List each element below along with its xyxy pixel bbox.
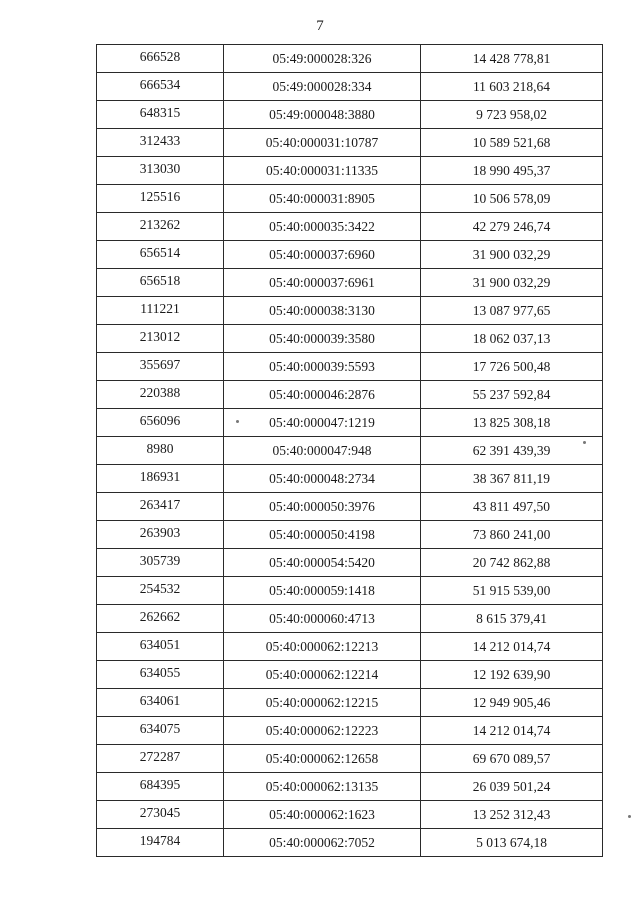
- row-id-cell: 125516: [97, 185, 224, 213]
- cadastral-value-cell: 12 949 905,46: [421, 689, 603, 717]
- table-body: [97, 45, 603, 857]
- table-row: [97, 241, 603, 269]
- row-id-cell: 634051: [97, 633, 224, 661]
- row-id-cell: 254532: [97, 577, 224, 605]
- cadastral-value-cell: 11 603 218,64: [421, 73, 603, 101]
- cadastral-value-cell: 42 279 246,74: [421, 213, 603, 241]
- row-id-cell: 220388: [97, 381, 224, 409]
- cadastral-value-cell: 73 860 241,00: [421, 521, 603, 549]
- row-id-cell: 186931: [97, 465, 224, 493]
- cadastral-value-cell: 13 825 308,18: [421, 409, 603, 437]
- cadastral-value-cell: 55 237 592,84: [421, 381, 603, 409]
- cadastral-number-cell: 05:40:000035:3422: [224, 213, 421, 241]
- table-row: [97, 773, 603, 801]
- cadastral-number-cell: 05:40:000039:3580: [224, 325, 421, 353]
- cadastral-number-cell: 05:40:000039:5593: [224, 353, 421, 381]
- scan-speck: [583, 441, 586, 444]
- table-row: [97, 73, 603, 101]
- cadastral-value-cell: 12 192 639,90: [421, 661, 603, 689]
- table-row: [97, 269, 603, 297]
- table-row: [97, 549, 603, 577]
- row-id-cell: 666534: [97, 73, 224, 101]
- table-row: [97, 801, 603, 829]
- table-row: [97, 633, 603, 661]
- row-id-cell: 634075: [97, 717, 224, 745]
- cadastral-value-cell: 14 428 778,81: [421, 45, 603, 73]
- row-id-cell: 305739: [97, 549, 224, 577]
- cadastral-value-cell: 17 726 500,48: [421, 353, 603, 381]
- row-id-cell: 666528: [97, 45, 224, 73]
- row-id-cell: 111221: [97, 297, 224, 325]
- cadastral-value-cell: 26 039 501,24: [421, 773, 603, 801]
- table-row: [97, 689, 603, 717]
- cadastral-number-cell: 05:40:000060:4713: [224, 605, 421, 633]
- cadastral-number-cell: 05:40:000062:12658: [224, 745, 421, 773]
- table-row: [97, 493, 603, 521]
- cadastral-value-cell: 43 811 497,50: [421, 493, 603, 521]
- cadastral-number-cell: 05:40:000031:10787: [224, 129, 421, 157]
- row-id-cell: 684395: [97, 773, 224, 801]
- table-row: [97, 577, 603, 605]
- cadastral-number-cell: 05:40:000046:2876: [224, 381, 421, 409]
- row-id-cell: 213012: [97, 325, 224, 353]
- table-row: [97, 381, 603, 409]
- cadastral-value-cell: 9 723 958,02: [421, 101, 603, 129]
- table-row: [97, 325, 603, 353]
- table-row: [97, 101, 603, 129]
- cadastral-value-cell: 51 915 539,00: [421, 577, 603, 605]
- cadastral-value-cell: 13 087 977,65: [421, 297, 603, 325]
- row-id-cell: 648315: [97, 101, 224, 129]
- cadastral-number-cell: 05:40:000062:7052: [224, 829, 421, 857]
- cadastral-value-cell: 31 900 032,29: [421, 241, 603, 269]
- table-row: [97, 185, 603, 213]
- cadastral-number-cell: 05:40:000062:1623: [224, 801, 421, 829]
- row-id-cell: 313030: [97, 157, 224, 185]
- table-row: [97, 717, 603, 745]
- row-id-cell: 272287: [97, 745, 224, 773]
- scan-speck: [628, 815, 631, 818]
- table-row: [97, 213, 603, 241]
- table-row: [97, 157, 603, 185]
- cadastral-number-cell: 05:40:000048:2734: [224, 465, 421, 493]
- table-row: [97, 829, 603, 857]
- cadastral-value-cell: 31 900 032,29: [421, 269, 603, 297]
- cadastral-number-cell: 05:40:000047:948: [224, 437, 421, 465]
- cadastral-value-cell: 5 013 674,18: [421, 829, 603, 857]
- cadastral-value-table: [96, 44, 603, 857]
- row-id-cell: 634061: [97, 689, 224, 717]
- cadastral-number-cell: 05:49:000028:334: [224, 73, 421, 101]
- page-number: 7: [316, 18, 324, 34]
- cadastral-value-cell: 8 615 379,41: [421, 605, 603, 633]
- cadastral-number-cell: 05:40:000062:12215: [224, 689, 421, 717]
- table-row: [97, 465, 603, 493]
- cadastral-number-cell: 05:40:000062:13135: [224, 773, 421, 801]
- cadastral-value-cell: 14 212 014,74: [421, 717, 603, 745]
- cadastral-number-cell: 05:40:000038:3130: [224, 297, 421, 325]
- row-id-cell: 263417: [97, 493, 224, 521]
- row-id-cell: 312433: [97, 129, 224, 157]
- cadastral-number-cell: 05:40:000031:11335: [224, 157, 421, 185]
- cadastral-value-cell: 18 062 037,13: [421, 325, 603, 353]
- cadastral-number-cell: 05:40:000054:5420: [224, 549, 421, 577]
- cadastral-value-cell: 38 367 811,19: [421, 465, 603, 493]
- table-row: [97, 297, 603, 325]
- table-row: [97, 661, 603, 689]
- table-row: [97, 129, 603, 157]
- row-id-cell: 355697: [97, 353, 224, 381]
- cadastral-number-cell: 05:49:000028:326: [224, 45, 421, 73]
- row-id-cell: 656096: [97, 409, 224, 437]
- cadastral-value-cell: 62 391 439,39: [421, 437, 603, 465]
- table-row: [97, 353, 603, 381]
- table-row: [97, 605, 603, 633]
- cadastral-number-cell: 05:40:000062:12213: [224, 633, 421, 661]
- table-row: [97, 521, 603, 549]
- scan-speck: [236, 420, 239, 423]
- cadastral-value-cell: 14 212 014,74: [421, 633, 603, 661]
- cadastral-value-cell: 10 589 521,68: [421, 129, 603, 157]
- table-row: [97, 45, 603, 73]
- table-row: [97, 745, 603, 773]
- cadastral-number-cell: 05:40:000050:4198: [224, 521, 421, 549]
- row-id-cell: 263903: [97, 521, 224, 549]
- cadastral-value-cell: 13 252 312,43: [421, 801, 603, 829]
- cadastral-number-cell: 05:40:000062:12223: [224, 717, 421, 745]
- row-id-cell: 656514: [97, 241, 224, 269]
- cadastral-number-cell: 05:40:000037:6960: [224, 241, 421, 269]
- row-id-cell: 213262: [97, 213, 224, 241]
- cadastral-number-cell: 05:40:000037:6961: [224, 269, 421, 297]
- row-id-cell: 8980: [97, 437, 224, 465]
- row-id-cell: 656518: [97, 269, 224, 297]
- row-id-cell: 273045: [97, 801, 224, 829]
- table-row: [97, 437, 603, 465]
- cadastral-value-cell: 69 670 089,57: [421, 745, 603, 773]
- cadastral-number-cell: 05:40:000062:12214: [224, 661, 421, 689]
- row-id-cell: 634055: [97, 661, 224, 689]
- cadastral-number-cell: 05:40:000059:1418: [224, 577, 421, 605]
- row-id-cell: 262662: [97, 605, 224, 633]
- cadastral-value-cell: 10 506 578,09: [421, 185, 603, 213]
- cadastral-value-cell: 20 742 862,88: [421, 549, 603, 577]
- cadastral-number-cell: 05:49:000048:3880: [224, 101, 421, 129]
- cadastral-value-cell: 18 990 495,37: [421, 157, 603, 185]
- cadastral-number-cell: 05:40:000050:3976: [224, 493, 421, 521]
- row-id-cell: 194784: [97, 829, 224, 857]
- cadastral-number-cell: 05:40:000031:8905: [224, 185, 421, 213]
- cadastral-number-cell: 05:40:000047:1219: [224, 409, 421, 437]
- table-row: [97, 409, 603, 437]
